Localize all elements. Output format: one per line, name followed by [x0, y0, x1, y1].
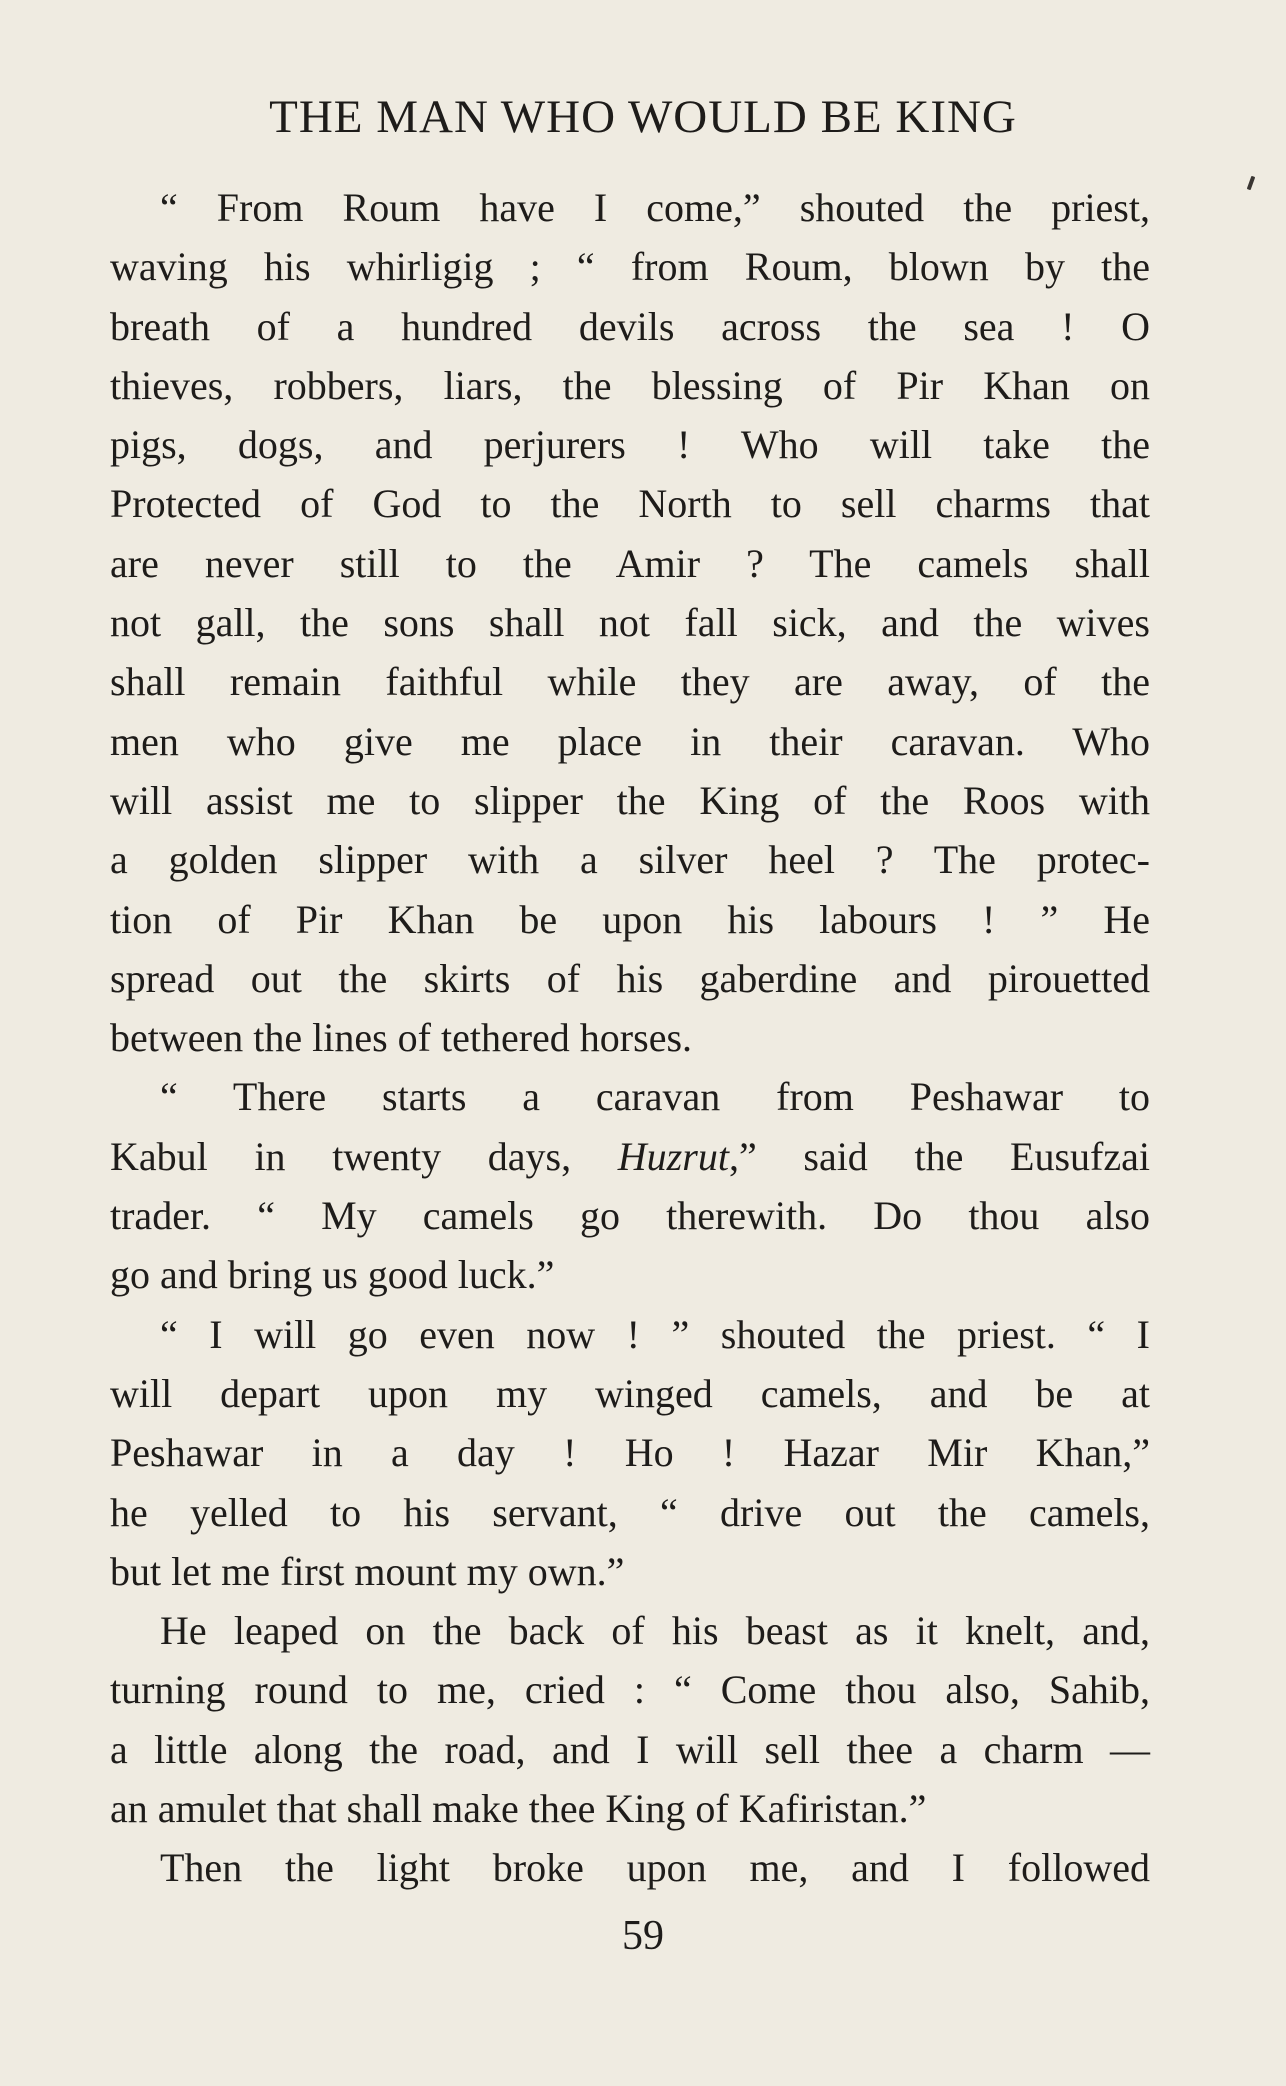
text-line: will depart upon my winged camels, and be at	[110, 1370, 1150, 1416]
text-line: He leaped on the back of his beast as it knelt, and,	[160, 1608, 1150, 1654]
text-line: will assist me to slipper the King of the Roos with	[110, 777, 1150, 823]
text-line: trader. “ My camels go therewith. Do thou also	[110, 1193, 1150, 1239]
text-line: not gall, the sons shall not fall sick, and the wives	[110, 600, 1150, 646]
text-line: “ I will go even now ! ” shouted the priest. “ I	[160, 1311, 1150, 1357]
text-line: “ There starts a caravan from Peshawar to	[160, 1074, 1150, 1120]
text-line: shall remain faithful while they are away, of the	[110, 659, 1150, 705]
text-line: Peshawar in a day ! Ho ! Hazar Mir Khan,”	[110, 1430, 1150, 1476]
text-line: go and bring us good luck.”	[110, 1252, 555, 1298]
text-line: a golden slipper with a silver heel ? The protec-	[110, 837, 1150, 883]
text-line: spread out the skirts of his gaberdine and pirouetted	[110, 955, 1150, 1001]
body-text	[110, 178, 1150, 1898]
text-line: tion of Pir Khan be upon his labours ! ” He	[110, 896, 1150, 942]
text-line: are never still to the Amir ? The camels shall	[110, 540, 1150, 586]
text-line: men who give me place in their caravan. Who	[110, 718, 1150, 764]
text-line: “ From Roum have I come,” shouted the priest,	[160, 185, 1150, 230]
ink-speck	[1247, 176, 1256, 191]
text-line: but let me first mount my own.”	[110, 1548, 625, 1594]
text-line: he yelled to his servant, “ drive out the camels,	[110, 1489, 1150, 1535]
text-line: waving his whirligig ; “ from Roum, blown by the	[110, 244, 1150, 290]
text-line: thieves, robbers, liars, the blessing of Pir Khan on	[110, 362, 1150, 408]
italic-word: Huzrut	[617, 1133, 729, 1179]
text-line: between the lines of tethered horses.	[110, 1015, 693, 1061]
text-line: Protected of God to the North to sell charms that	[110, 481, 1150, 527]
text-line: Then the light broke upon me, and I followed	[160, 1845, 1150, 1891]
text-line: turning round to me, cried : “ Come thou also, Sahib,	[110, 1667, 1150, 1713]
text-line: pigs, dogs, and perjurers ! Who will take the	[110, 422, 1150, 468]
running-head: THE MAN WHO WOULD BE KING	[269, 91, 1017, 143]
page-number: 59	[622, 1913, 664, 1959]
text-line: breath of a hundred devils across the sea ! O	[110, 303, 1150, 349]
text-line: Kabul in twenty days, Huzrut,” said the Eusufzai	[110, 1133, 1150, 1179]
text-line: an amulet that shall make thee King of Kafiristan.”	[110, 1786, 927, 1832]
text-line: a little along the road, and I will sell thee a charm —	[110, 1726, 1150, 1772]
